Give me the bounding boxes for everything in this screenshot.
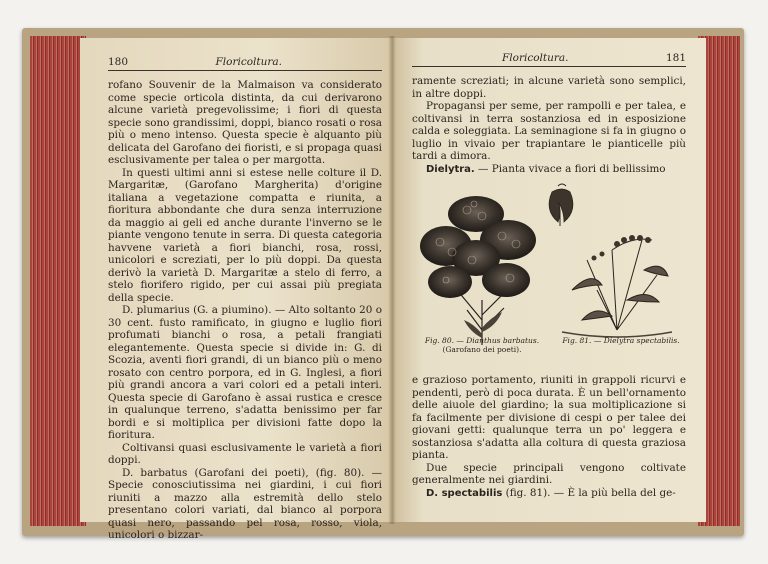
dielytra-intro: — Pianta vivace a fiori di bellissimo [478, 162, 666, 175]
left-paragraph-4: Coltivansi quasi esclusivamente le varietà a fiori doppi. [108, 441, 382, 466]
left-page-header [108, 56, 382, 71]
left-page-running-title: Floricoltura. [215, 56, 282, 68]
figure-80-subtitle: (Garofano dei poeti). [442, 345, 522, 354]
book-gutter [388, 36, 396, 524]
right-paragraph-3 [412, 163, 686, 177]
right-paragraph-4: e grazioso portamento, riuniti in grappoli ricurvi e pendenti, però di poca durata. È un bell'ornamento delle aiuole del giardino; la sua moltiplicazione si fa facilmente per divisione di cespi o per talee dei giovani getti: qualunque terra un po' leggera e sostanziosa s'adatta alla coltura di questa graziosa pianta. [412, 374, 686, 461]
spectabilis-heading: D. spectabilis [426, 487, 503, 499]
left-paragraph-1: rofano Souvenir de la Malmaison va considerato come specie orticola distinta, da cui derivarono alcune varietà pregevolissime; i fiori di questa specie sono grandissimi, doppi, bianco rosati o rosa più o meno intenso. Questa specie è alquanto più delicata del Garofano dei fioristi, e si propaga quasi esclusivamente per talea o per margotta. [108, 79, 382, 166]
right-paragraph-5: Due specie principali vengono coltivate generalmente nei giardini. [412, 461, 686, 486]
right-paragraph-2: Propagansi per seme, per rampolli e per talea, e coltivansi in terra sostanziosa ed in esposizione calda e soleggiata. La seminagione si fa in giugno o luglio in vivaio per trapiantare le pianticelle più tardi a dimora. [412, 100, 686, 162]
left-page-number: 180 [108, 56, 129, 68]
left-paragraph-3: D. plumarius (G. a piumino). — Alto soltanto 20 o 30 cent. fusto ramificato, in giugno e luglio fiori profumati bianchi o rosa, a petali frangiati elegantemente. Questa specie si divide in: G. di Scozia, aventi fiori grandi, di un bianco più o meno rosato con centro porpora, ed in G. Inglesi, a fiori più grandi ancora a vari colori ed a petali interi. Questa specie di Garofano è assai rustica e cresce in qualunque terreno, s'adatta benissimo per far bordi e si moltiplica per divisioni fatte dopo la fioritura. [108, 304, 382, 441]
dielytra-flower-drawing [549, 184, 573, 226]
figure-80-caption [412, 336, 552, 354]
page-edges-left [30, 36, 86, 526]
figure-area [412, 180, 686, 370]
spectabilis-text: (fig. 81). — È la più bella del ge- [505, 486, 676, 499]
right-page-number: 181 [665, 52, 686, 64]
left-paragraph-5: D. barbatus (Garofani dei poeti), (fig. 80). — Specie conosciutissima nei giardini, i cui fiori riuniti a mazzo alla estremità dello stelo presentano colori variati, dal bianco al porpora quasi nero, passando pel rosa, rosso, viola, unicolori o bizzar- [108, 466, 382, 541]
dielytra-heading: Dielytra. [426, 163, 475, 175]
left-page [80, 38, 392, 541]
right-paragraph-1: ramente screziati; in alcune varietà sono semplici, in altre doppi. [412, 75, 686, 100]
figure-80-title: Fig. 80. — Dianthus barbatus. [424, 336, 540, 345]
left-paragraph-2: In questi ultimi anni si estese nelle colture il D. Margaritæ, (Garofano Margherita) d'origine italiana a vegetazione compatta e riunita, a fioritura abbondante che dura senza interruzione da maggio ai geli ed anche durante l'inverno se le piante vengono tenute in serra. Di questa categoria havvene varietà a fiori bianchi, rosa, rossi, unicolori e screziati, per lo più doppi. Da questa derivò la varietà D. Margaritæ a stelo di ferro, a stelo fiorifero rigido, per cui assai più pregiata della specie. [108, 166, 382, 304]
right-paragraph-6 [412, 487, 686, 501]
figure-81-caption: Fig. 81. — Dielytra spectabilis. [562, 336, 680, 345]
right-page-header [412, 52, 686, 67]
right-page [392, 38, 706, 522]
dielytra-plant-drawing [562, 235, 672, 337]
right-page-running-title: Floricoltura. [502, 52, 569, 64]
dianthus-drawing [420, 196, 536, 345]
